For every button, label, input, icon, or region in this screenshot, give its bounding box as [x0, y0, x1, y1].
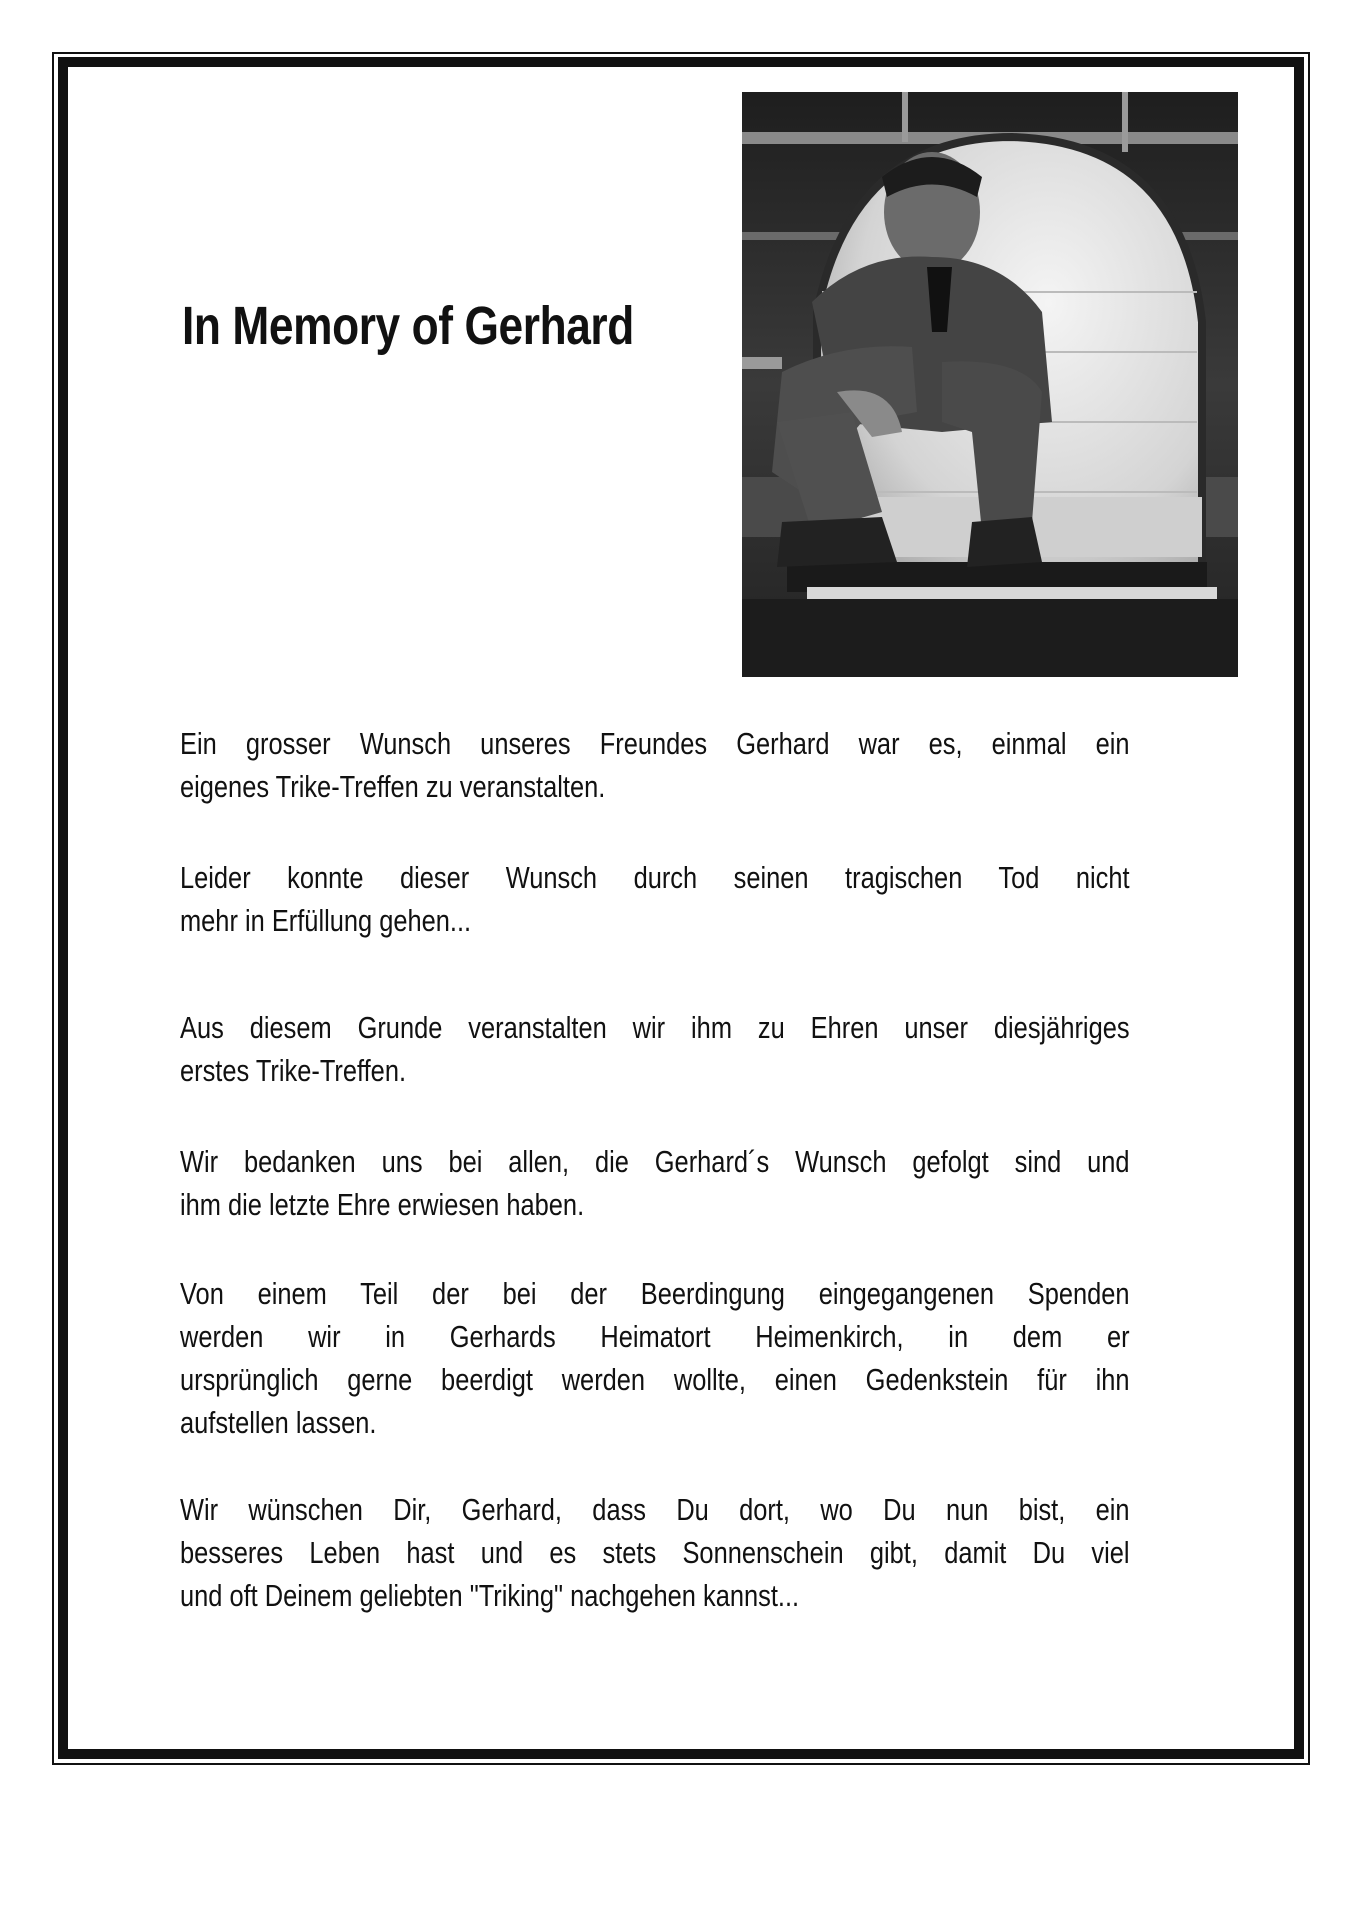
- paragraph-line: und oft Deinem geliebten "Triking" nachgehen kannst...: [180, 1578, 800, 1613]
- paragraph-3: [180, 1006, 1130, 1092]
- paragraph-6: [180, 1488, 1130, 1617]
- paragraph-line: Ein grosser Wunsch unseres Freundes Gerhard war es, einmal ein: [180, 726, 1130, 761]
- paragraph-line: eigenes Trike-Treffen zu veranstalten.: [180, 769, 606, 804]
- portrait-photo: [742, 92, 1238, 677]
- paragraph-line: besseres Leben hast und es stets Sonnenschein gibt, damit Du viel: [180, 1535, 1130, 1570]
- paragraph-4: [180, 1140, 1130, 1226]
- paragraph-line: Wir bedanken uns bei allen, die Gerhard´s Wunsch gefolgt sind und: [180, 1144, 1130, 1179]
- paragraph-5: [180, 1272, 1130, 1444]
- paragraph-line: mehr in Erfüllung gehen...: [180, 903, 472, 938]
- paragraph-line: ihm die letzte Ehre erwiesen haben.: [180, 1187, 585, 1222]
- paragraph-line: aufstellen lassen.: [180, 1405, 377, 1440]
- paragraph-line: ursprünglich gerne beerdigt werden wollte, einen Gedenkstein für ihn: [180, 1362, 1130, 1397]
- paragraph-1: [180, 722, 1130, 808]
- paragraph-line: werden wir in Gerhards Heimatort Heimenkirch, in dem er: [180, 1319, 1130, 1354]
- paragraph-line: Wir wünschen Dir, Gerhard, dass Du dort, wo Du nun bist, ein: [180, 1492, 1130, 1527]
- paragraph-line: Von einem Teil der bei der Beerdingung eingegangenen Spenden: [180, 1276, 1130, 1311]
- page-title: In Memory of Gerhard: [182, 296, 634, 356]
- paragraph-line: Aus diesem Grunde veranstalten wir ihm zu Ehren unser diesjähriges: [180, 1010, 1130, 1045]
- paragraph-2: [180, 856, 1130, 942]
- photo-portrait-icon: [742, 92, 1238, 677]
- paragraph-line: Leider konnte dieser Wunsch durch seinen tragischen Tod nicht: [180, 860, 1130, 895]
- paragraph-line: erstes Trike-Treffen.: [180, 1053, 407, 1088]
